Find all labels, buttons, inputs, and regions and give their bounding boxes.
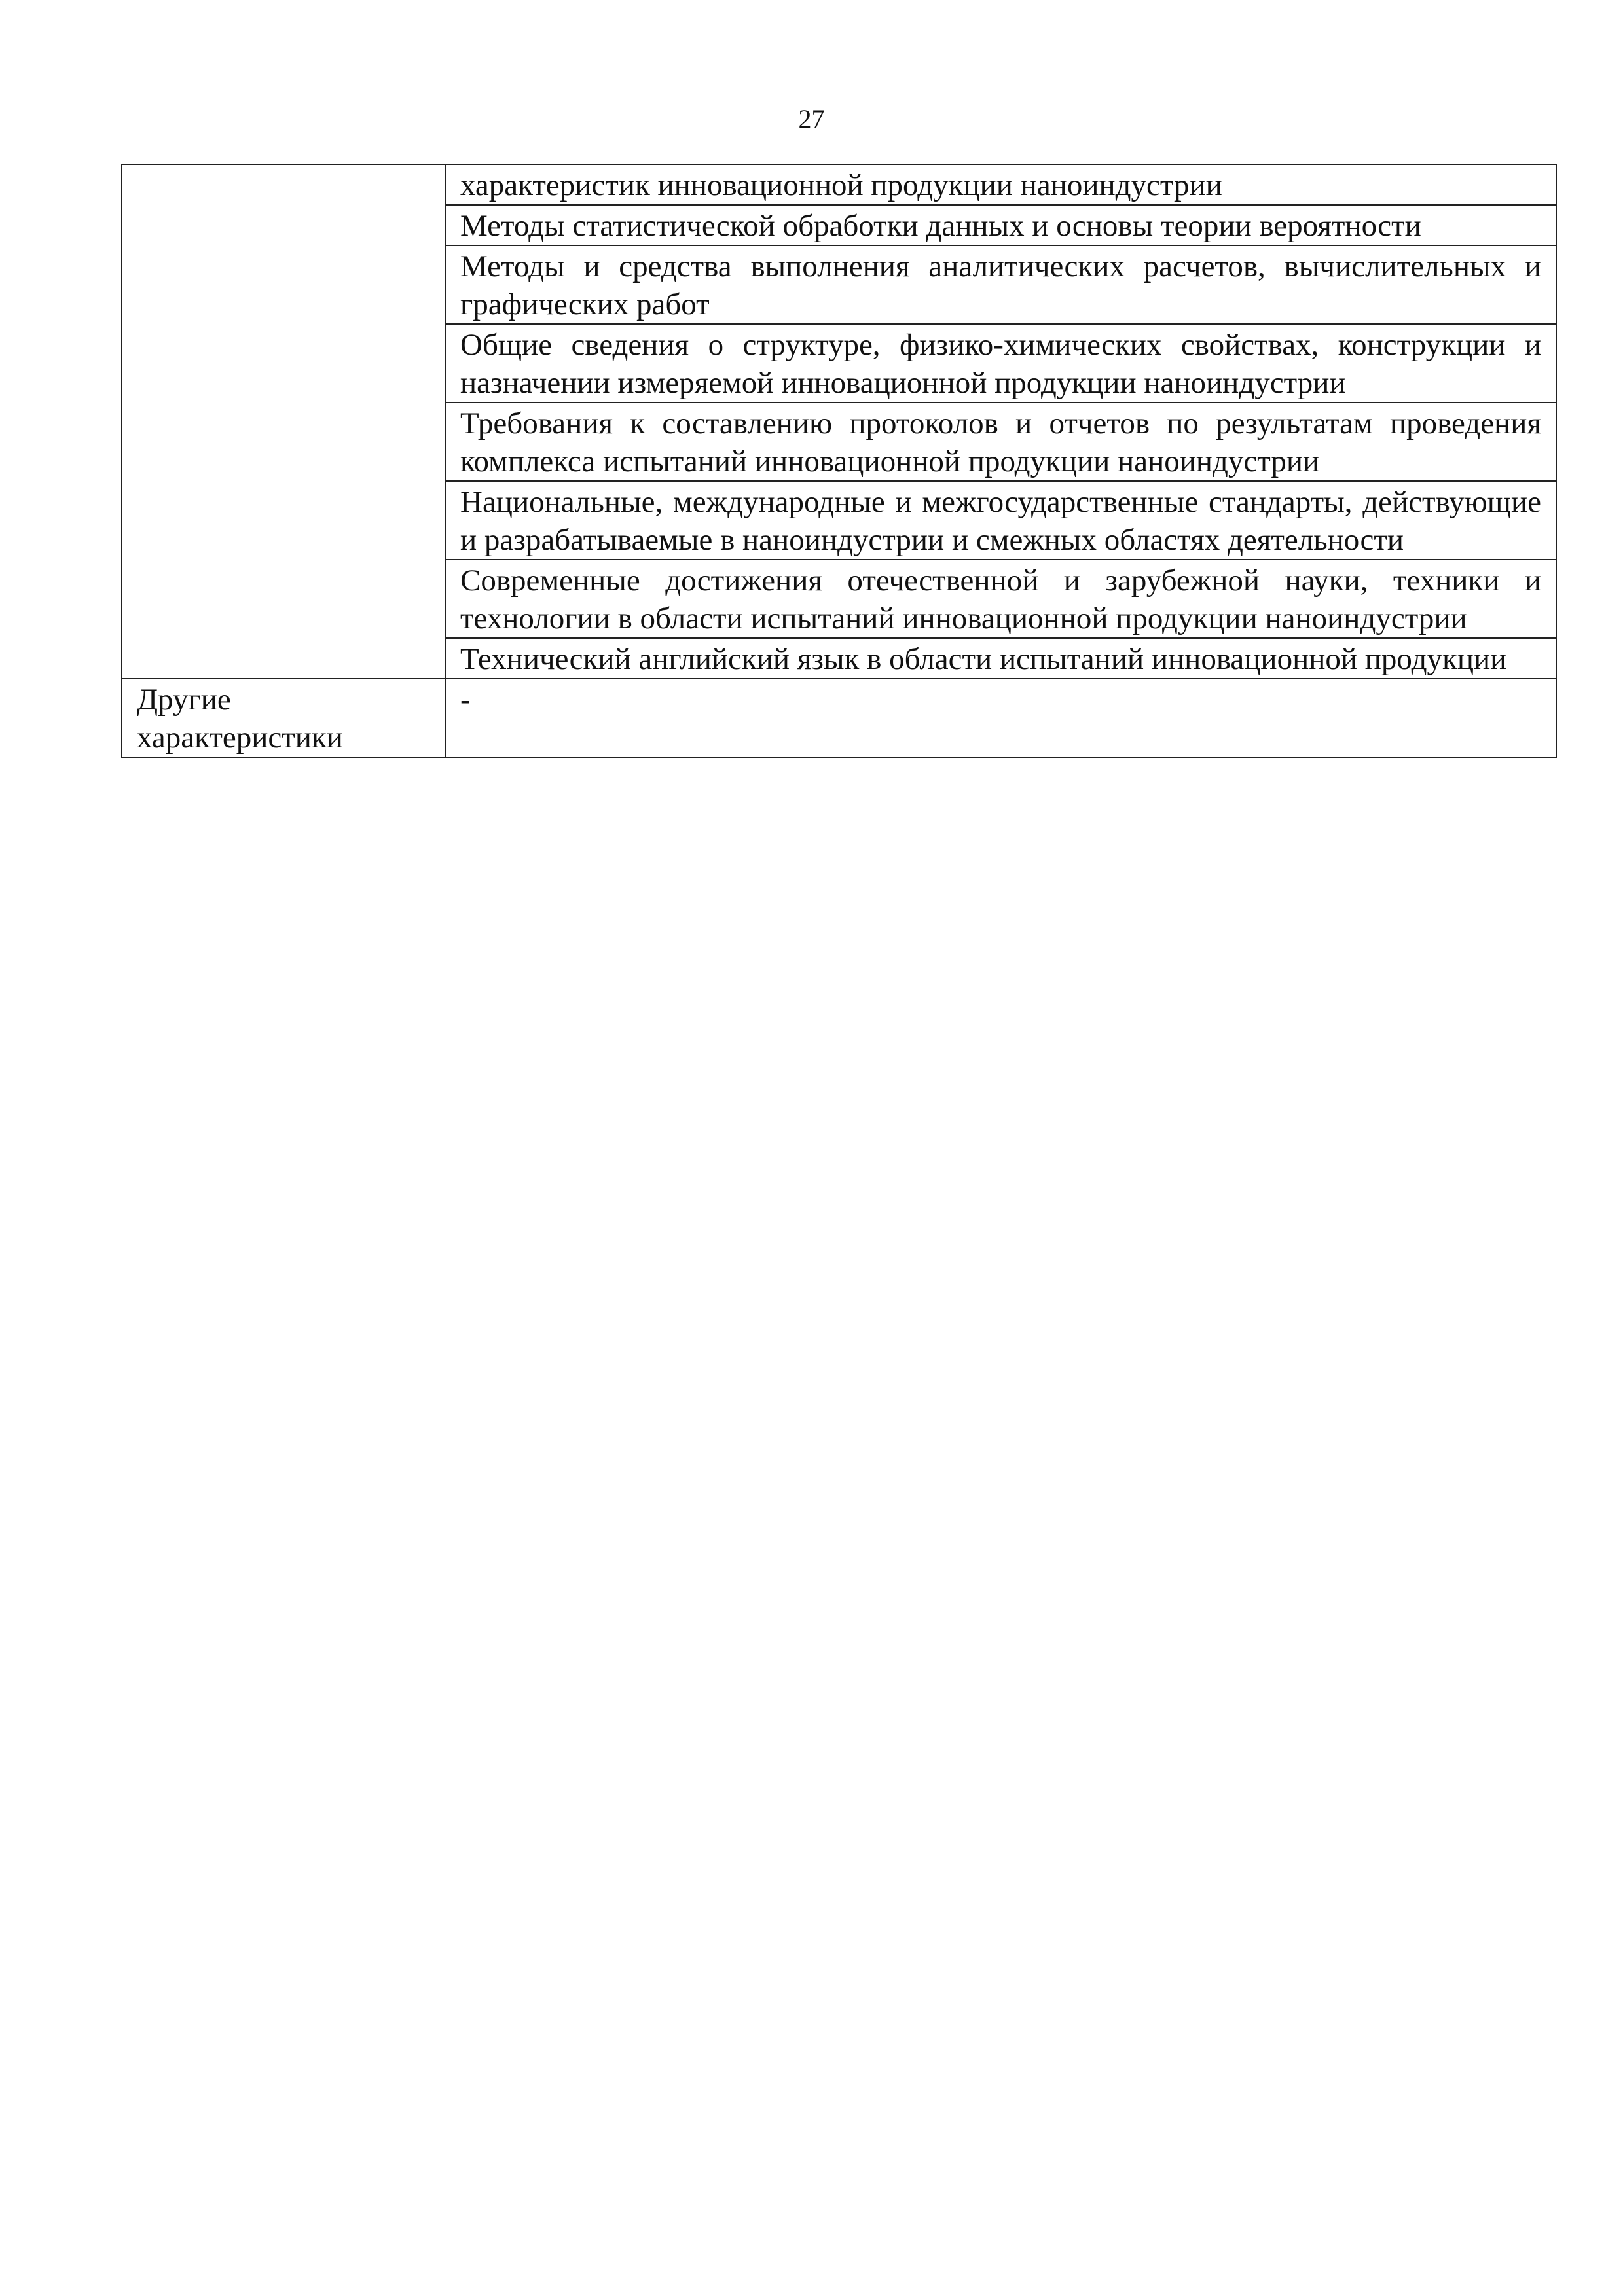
knowledge-item: Методы и средства выполнения аналитических расчетов, вычислительных и графических работ (445, 245, 1556, 324)
table-row-other (122, 679, 1556, 757)
knowledge-item: характеристик инновационной продукции наноиндустрии (445, 164, 1556, 205)
table-row (122, 164, 1556, 205)
knowledge-item: Методы статистической обработки данных и основы теории вероятности (445, 205, 1556, 245)
other-characteristics-label-text: Другие характеристики (137, 683, 343, 755)
knowledge-table (121, 164, 1557, 758)
knowledge-item: Общие сведения о структуре, физико-химических свойствах, конструкции и назначении измеряемой инновационной продукции наноиндустрии (445, 324, 1556, 403)
other-characteristics-value: - (445, 679, 1556, 757)
empty-label-cell (122, 164, 445, 679)
knowledge-item: Современные достижения отечественной и зарубежной науки, техники и технологии в области испытаний инновационной продукции наноиндустрии (445, 560, 1556, 638)
knowledge-item: Требования к составлению протоколов и отчетов по результатам проведения комплекса испытаний инновационной продукции наноиндустрии (445, 403, 1556, 481)
page-number: 27 (798, 104, 825, 134)
other-characteristics-label (122, 679, 445, 757)
knowledge-item: Национальные, международные и межгосударственные стандарты, действующие и разрабатываемые в наноиндустрии и смежных областях деятельности (445, 481, 1556, 560)
knowledge-item: Технический английский язык в области испытаний инновационной продукции (445, 638, 1556, 679)
